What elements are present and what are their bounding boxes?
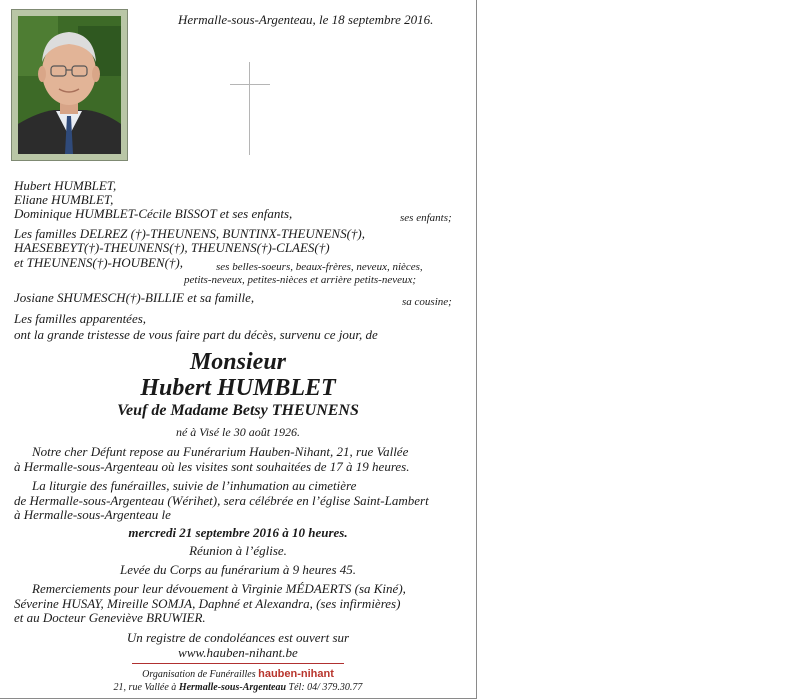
- cross-vertical: [249, 62, 250, 155]
- widower-line: Veuf de Madame Betsy THEUNENS: [117, 402, 359, 419]
- footer-rule: [132, 663, 344, 664]
- footer-address: [0, 682, 476, 694]
- meeting-line: Réunion à l’église.: [189, 543, 287, 558]
- inlaws-relation-2: petits-neveux, petites-nièces et arrière petits-neveux;: [184, 274, 417, 286]
- liturgy-line-2: de Hermalle-sous-Argenteau (Wérihet), sera célébrée en l’église Saint-Lambert: [14, 493, 429, 508]
- child-3: Dominique HUMBLET-Cécile BISSOT et ses enfants,: [14, 206, 293, 221]
- address-phone: Tél: 04/ 379.30.77: [288, 682, 363, 693]
- cousin-line: Josiane SHUMESCH(†)-BILLIE et sa famille,: [14, 290, 255, 305]
- thanks-line-3: et au Docteur Geneviève BRUWIER.: [14, 610, 206, 625]
- cross-horizontal: [230, 84, 270, 85]
- child-2: Eliane HUMBLET,: [14, 192, 114, 207]
- cousin-relation: sa cousine;: [402, 296, 452, 308]
- portrait-photo: [18, 16, 121, 154]
- inlaws-2: HAESEBEYT(†)-THEUNENS(†), THEUNENS(†)-CLAES(†): [14, 240, 330, 255]
- child-1: Hubert HUMBLET,: [14, 178, 117, 193]
- deceased-name: Hubert HUMBLET: [140, 375, 336, 401]
- inlaws-relation-1: ses belles-soeurs, beaux-frères, neveux, nièces,: [216, 261, 423, 273]
- departure-line: Levée du Corps au funérarium à 9 heures 45.: [119, 562, 357, 577]
- children-relation: ses enfants;: [400, 212, 452, 224]
- address-street: 21, rue Vallée à: [113, 682, 177, 693]
- rest-line-2: à Hermalle-sous-Argenteau où les visites sont souhaitées de 17 à 19 heures.: [14, 459, 410, 474]
- inlaws-1: Les familles DELREZ (†)-THEUNENS, BUNTINX-THEUNENS(†),: [14, 226, 365, 241]
- deceased-title: Monsieur: [189, 349, 287, 375]
- footer-org: [0, 668, 476, 681]
- org-label: Organisation de Funérailles: [142, 669, 256, 680]
- service-date: mercredi 21 septembre 2016 à 10 heures.: [128, 525, 348, 540]
- liturgy-line-3: à Hermalle-sous-Argenteau le: [14, 507, 171, 522]
- register-url[interactable]: www.hauben-nihant.be: [178, 645, 298, 660]
- thanks-line-1: Remerciements pour leur dévouement à Virginie MÉDAERTS (sa Kiné),: [32, 581, 406, 596]
- register-line: Un registre de condoléances est ouvert sur: [126, 630, 350, 645]
- thanks-line-2: Séverine HUSAY, Mireille SOMJA, Daphné et Alexandra, (ses infirmières): [14, 596, 401, 611]
- place-date: Hermalle-sous-Argenteau, le 18 septembre 2016.: [178, 12, 434, 27]
- inlaws-3: et THEUNENS(†)-HOUBEN(†),: [14, 255, 183, 270]
- announcement: ont la grande tristesse de vous faire part du décès, survenu ce jour, de: [14, 327, 378, 342]
- birth-line: né à Visé le 30 août 1926.: [175, 425, 301, 439]
- brand-logo: hauben-nihant: [258, 668, 334, 680]
- related-families: Les familles apparentées,: [14, 311, 147, 326]
- address-town: Hermalle-sous-Argenteau: [178, 682, 287, 693]
- rest-line-1: Notre cher Défunt repose au Funérarium Hauben-Nihant, 21, rue Vallée: [32, 444, 409, 459]
- liturgy-line-1: La liturgie des funérailles, suivie de l’inhumation au cimetière: [32, 478, 357, 493]
- portrait-frame: [11, 9, 128, 161]
